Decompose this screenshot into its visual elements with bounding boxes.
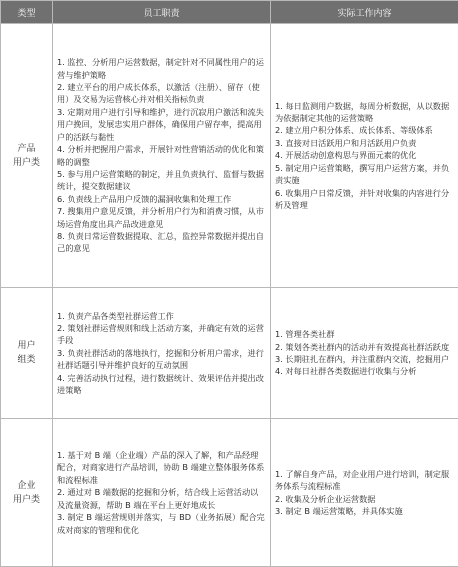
duty-item: 3. 负责社群活动的落地执行，挖掘和分析用户需求，进行社群话题引导并维护良好的互动氛围 xyxy=(57,347,266,372)
actual-work-item: 2. 策划各类社群内的活动并有效提高社群活跃度 xyxy=(275,341,454,353)
type-cell xyxy=(1,24,53,288)
actual-work-item: 5. 制定用户运营策略，撰写用户运营方案，并负责实施 xyxy=(275,162,454,187)
actual-work-item: 1. 了解自身产品，对企业用户进行培训，制定服务体系与流程标准 xyxy=(275,468,454,493)
actual-work-cell xyxy=(271,419,458,567)
duty-item: 2. 建立平台的用户成长体系，以激活（注册）、留存（使用）及交易为运营核心并对相关指标负责 xyxy=(57,81,266,106)
type-label-line1: 用户 xyxy=(3,339,50,353)
duty-item: 8. 负责日常运营数据提取、汇总，监控异常数据并提出自己的意见 xyxy=(57,230,266,255)
header-duties: 员工职责 xyxy=(53,1,271,24)
actual-work-list xyxy=(275,465,454,521)
duties-cell xyxy=(53,288,271,419)
actual-work-cell xyxy=(271,288,458,419)
duty-item: 1. 监控、分析用户运营数据，制定针对不同属性用户的运营与维护策略 xyxy=(57,56,266,81)
type-label-line2: 用户类 xyxy=(3,156,50,170)
table-row-product-users xyxy=(1,24,458,288)
duty-item: 3. 定期对用户进行引导和维护，进行沉寂用户激活和流失用户挽回，发展忠实用户群体，确保用户留存率，提高用户的活跃与黏性 xyxy=(57,106,266,143)
type-cell xyxy=(1,288,53,419)
table-row-enterprise-users xyxy=(1,419,458,567)
duty-item: 3. 制定 B 端运营规则并落实，与 BD（业务拓展）配合完成对商家的管理和优化 xyxy=(57,511,266,536)
duty-item: 1. 负责产品各类型社群运营工作 xyxy=(57,310,266,322)
duty-item: 4. 分析并把握用户需求，开展针对性营销活动的优化和策略的调整 xyxy=(57,143,266,168)
duty-item: 5. 参与用户运营策略的制定，并且负责执行、监督与数据统计，提交数据建议 xyxy=(57,168,266,193)
duty-item: 1. 基于对 B 端（企业端）产品的深入了解，和产品经理配合，对商家进行产品培训，协助 B 端建立整体服务体系和流程标准 xyxy=(57,449,266,486)
table-header xyxy=(1,1,458,24)
actual-work-item: 3. 制定 B 端运营策略，并具体实施 xyxy=(275,505,454,517)
duties-cell xyxy=(53,24,271,288)
actual-work-item: 3. 直接对日活跃用户和月活跃用户负责 xyxy=(275,137,454,149)
duties-list xyxy=(57,53,266,258)
actual-work-item: 4. 对每日社群各类数据进行收集与分析 xyxy=(275,365,454,377)
type-label-line2: 用户类 xyxy=(3,493,50,507)
type-label-line1: 企业 xyxy=(3,479,50,493)
actual-work-item: 2. 收集及分析企业运营数据 xyxy=(275,493,454,505)
actual-work-cell xyxy=(271,24,458,288)
actual-work-list xyxy=(275,97,454,215)
duties-cell xyxy=(53,419,271,567)
duties-list xyxy=(57,307,266,400)
header-type: 类型 xyxy=(1,1,53,24)
duty-item: 2. 策划社群运营规则和线上活动方案，并确定有效的运营手段 xyxy=(57,322,266,347)
actual-work-item: 1. 管理各类社群 xyxy=(275,328,454,340)
actual-work-item: 2. 建立用户积分体系、成长体系、等级体系 xyxy=(275,124,454,136)
duty-item: 6. 负责线上产品用户反馈的漏洞收集和处理工作 xyxy=(57,193,266,205)
table-row-community-users xyxy=(1,288,458,419)
actual-work-item: 3. 长期驻扎在群内，并注重群内交流，挖掘用户 xyxy=(275,353,454,365)
header-row xyxy=(1,1,458,24)
duty-item: 2. 通过对 B 端数据的挖掘和分析，结合线上运营活动以及流量资源，帮助 B 端在平台上更好地成长 xyxy=(57,486,266,511)
type-label-line2: 组类 xyxy=(3,353,50,367)
actual-work-item: 4. 开展活动创意构思与界面元素的优化 xyxy=(275,149,454,161)
actual-work-list xyxy=(275,325,454,381)
duty-item: 4. 完善活动执行过程，进行数据统计、效果评估并提出改进策略 xyxy=(57,372,266,397)
type-cell xyxy=(1,419,53,567)
type-label-line1: 产品 xyxy=(3,142,50,156)
header-actual-work: 实际工作内容 xyxy=(271,1,458,24)
duty-item: 7. 搜集用户意见反馈，并分析用户行为和消费习惯，从市场运营角度出具产品改进意见 xyxy=(57,205,266,230)
duties-list xyxy=(57,446,266,539)
actual-work-item: 1. 每日监测用户数据，每周分析数据，从以数据为依据制定其他的运营策略 xyxy=(275,100,454,125)
actual-work-item: 6. 收集用户日常反馈，并针对收集的内容进行分析及管理 xyxy=(275,187,454,212)
table-body xyxy=(1,24,458,567)
